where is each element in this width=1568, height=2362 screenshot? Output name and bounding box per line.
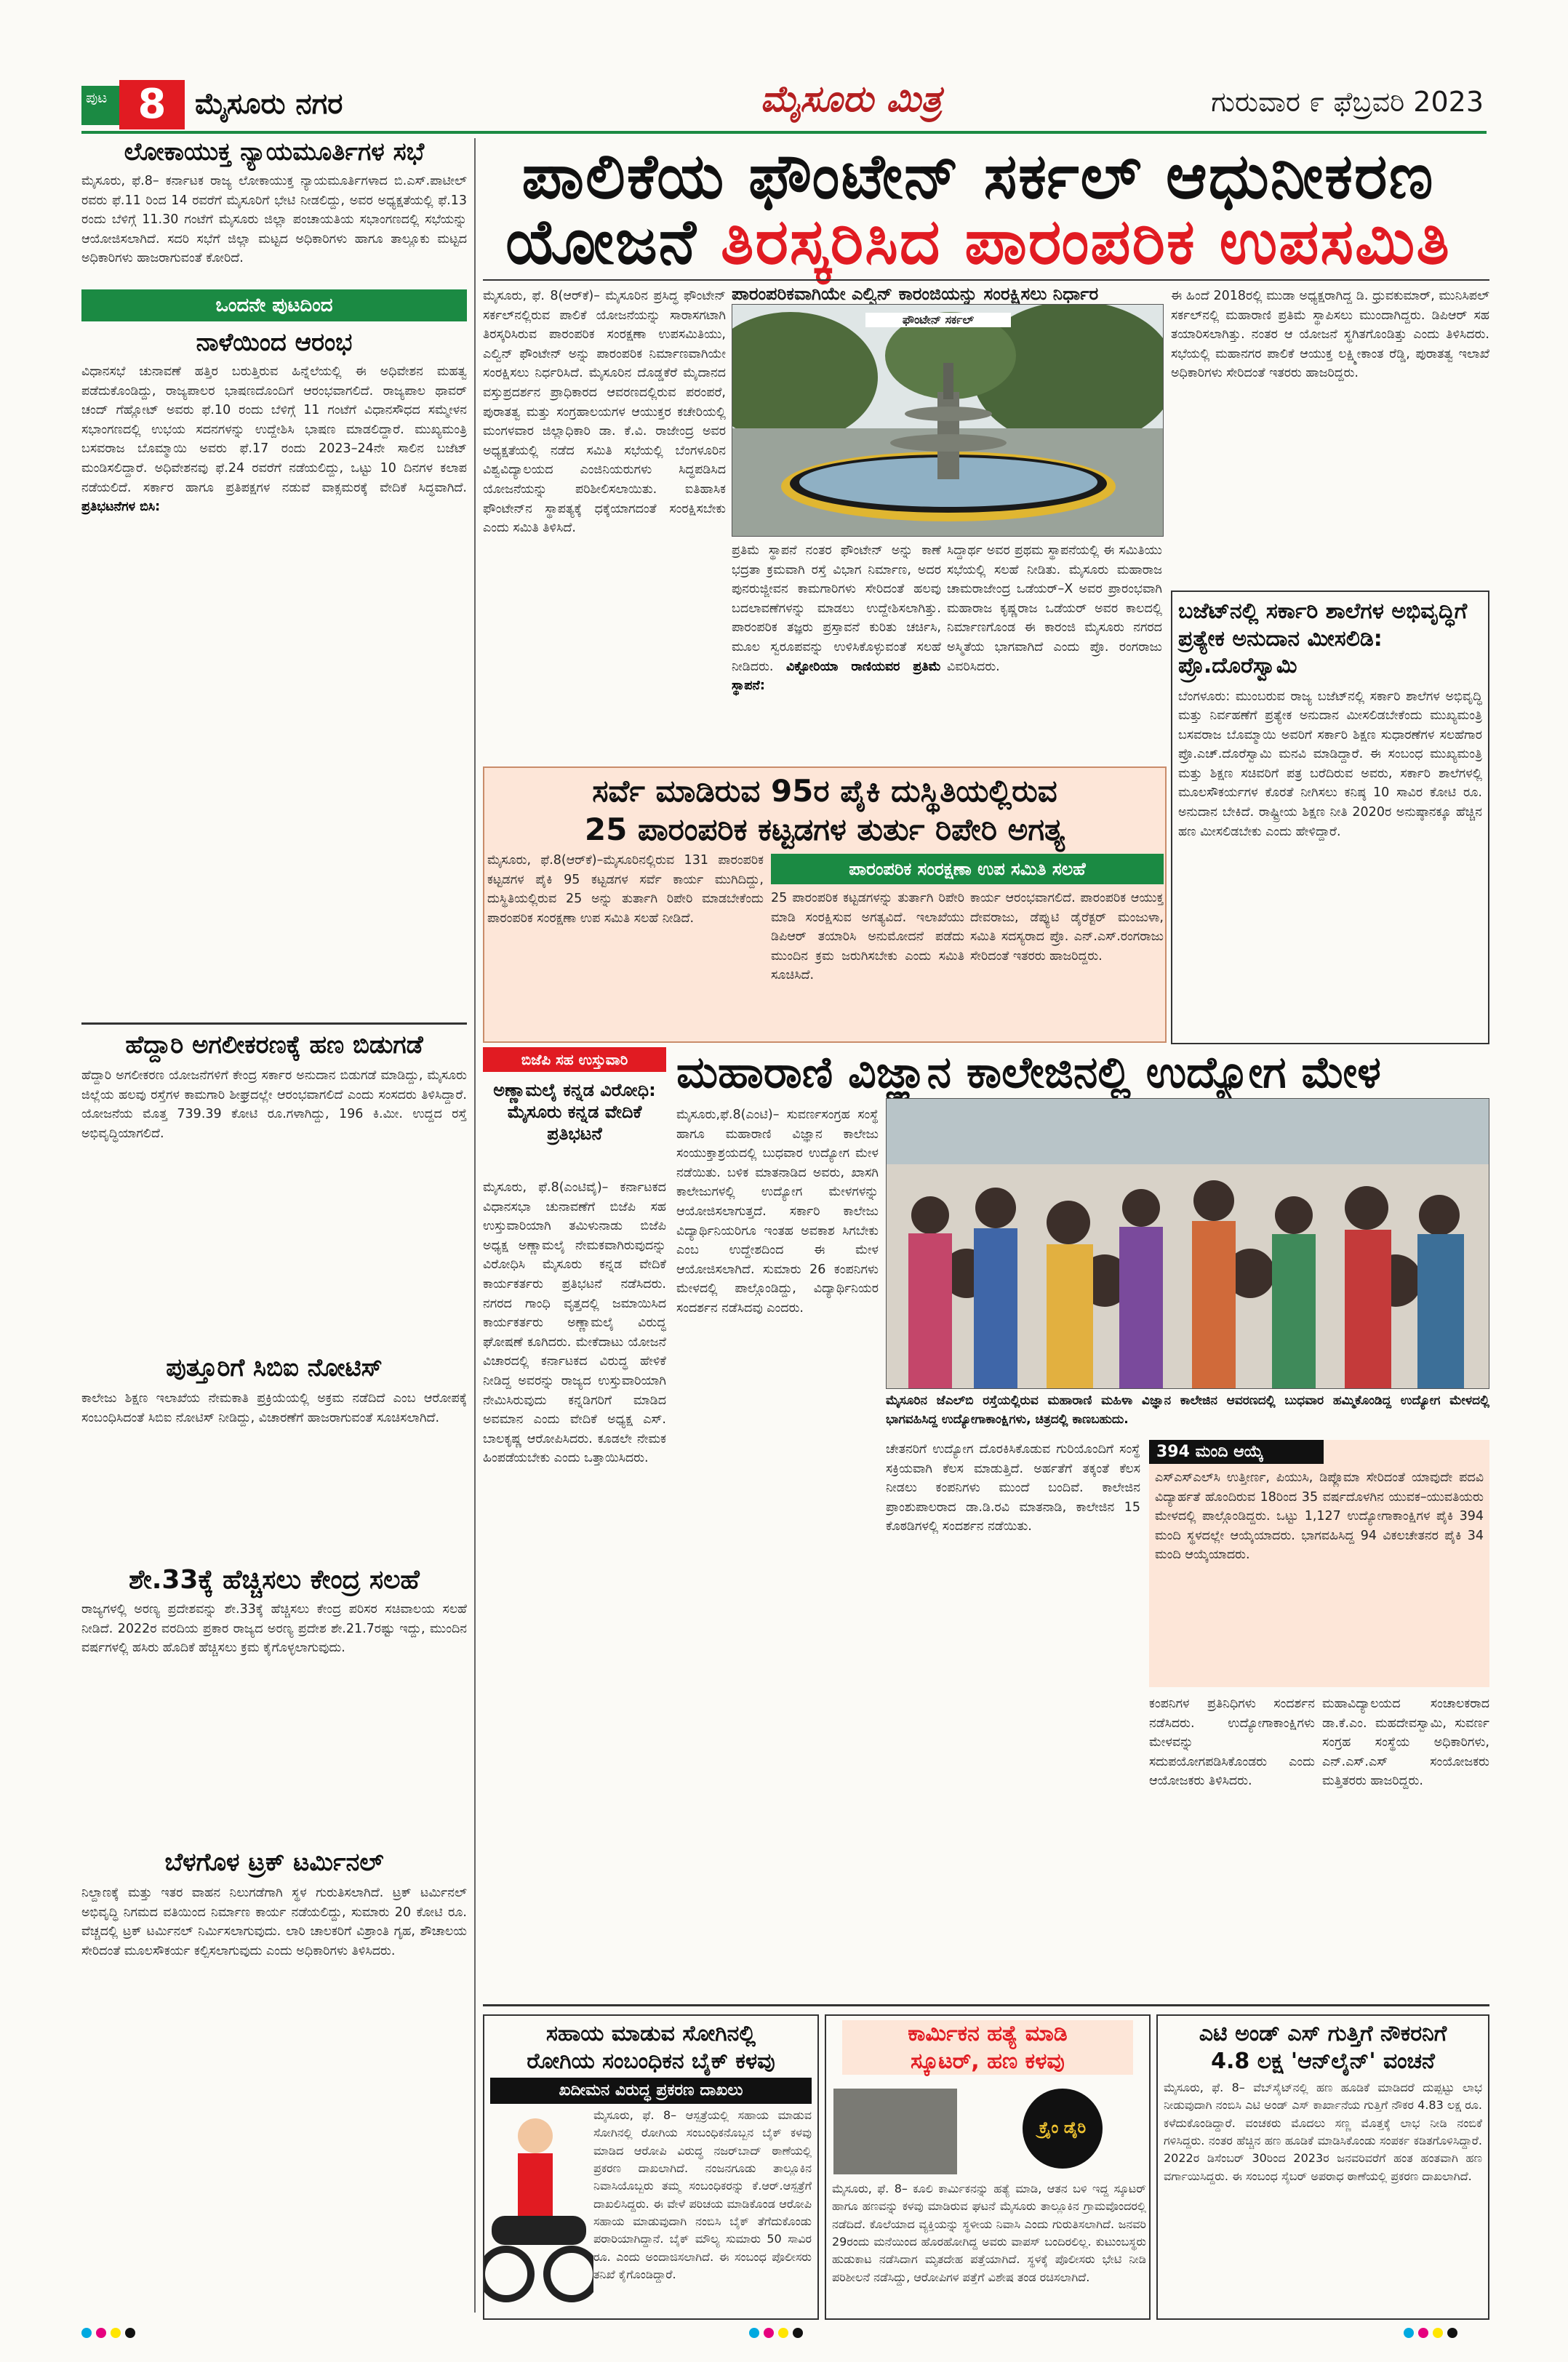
photo-label: ಫೌಂಟೇನ್ ಸರ್ಕಲ್ — [865, 313, 1011, 327]
forest-body: ರಾಜ್ಯಗಳಲ್ಲಿ ಅರಣ್ಯ ಪ್ರದೇಶವನ್ನು ಶೇ.33ಕ್ಕೆ ಹೆಚ್ಚಿಸಲು ಕೇಂದ್ರ ಪರಿಸರ ಸಚಿವಾಲಯ ಸಲಹೆ ನೀಡಿದೆ. 2022ರ ವರದಿಯ ಪ್ರಕಾರ ರಾಜ್ಯದ ಅರಣ್ಯ ಪ್ರದೇಶ ಶೇ.21.7ರಷ್ಟು ಇದ್ದು, ಮುಂದಿನ ವರ್ಷಗಳಲ್ಲಿ ಹಸಿರು ಹೊದಿಕೆ ಹೆಚ್ಚಿಸಲು ಕ್ರಮ ಕೈಗೊಳ್ಳಲಾಗುವುದು. — [81, 1602, 467, 1656]
bjp-body: ಮೈಸೂರು, ಫೆ.8(ಎಂಟಿವೈ)– ಕರ್ನಾಟಕದ ವಿಧಾನಸಭಾ ಚುನಾವಣೆಗೆ ಬಿಜೆಪಿ ಸಹ ಉಸ್ತುವಾರಿಯಾಗಿ ತಮಿಳುನಾಡು ಬಿಜೆಪಿ ಅಧ್ಯಕ್ಷ ಅಣ್ಣಾಮಲೈ ನೇಮಕವಾಗಿರುವುದನ್ನು ವಿರೋಧಿಸಿ ಮೈಸೂರು ಕನ್ನಡ ವೇದಿಕೆ ಕಾರ್ಯಕರ್ತರು ಪ್ರತಿಭಟನೆ ನಡೆಸಿದರು. ನಗರದ ಗಾಂಧಿ ವೃತ್ತದಲ್ಲಿ ಜಮಾಯಿಸಿದ ಕಾರ್ಯಕರ್ತರು ಅಣ್ಣಾಮಲೈ ವಿರುದ್ಧ ಘೋಷಣೆ ಕೂಗಿದರು. ಮೇಕೆದಾಟು ಯೋಜನೆ ವಿಚಾರದಲ್ಲಿ ಕರ್ನಾಟಕದ ವಿರುದ್ಧ ಹೇಳಿಕೆ ನೀಡಿದ್ದ ಅವರನ್ನು ರಾಜ್ಯದ ಉಸ್ತುವಾರಿಯಾಗಿ ನೇಮಿಸಿರುವುದು ಕನ್ನಡಿಗರಿಗೆ ಮಾಡಿದ ಅವಮಾನ ಎಂದು ವೇದಿಕೆ ಅಧ್ಯಕ್ಷ ಎಸ್. ಬಾಲಕೃಷ್ಣ ಆರೋಪಿಸಿದರು. ಕೂಡಲೇ ನೇಮಕ ಹಿಂಪಡೆಯಬೇಕು ಎಂದು ಒತ್ತಾಯಿಸಿದರು. — [483, 1180, 666, 1466]
yellow-dot — [111, 2328, 121, 2338]
magenta-dot — [764, 2328, 774, 2338]
lead-col2-subhead: ವಿಕ್ಟೋರಿಯಾ ರಾಣಿಯವರ ಪ್ರತಿಮೆ ಸ್ಥಾಪನೆ: — [732, 659, 941, 694]
yellow-dot — [778, 2328, 788, 2338]
lead-subhead: ಪಾರಂಪರಿಕವಾಗಿಯೇ ಎಲ್ವಿನ್ ಕಾರಂಜಿಯನ್ನು ಸಂರಕ್ಷಿಸಲು ನಿರ್ಧಾರ — [732, 284, 1099, 304]
fraud-headline-1: ಎಟಿ ಅಂಡ್ ಎಸ್ ಗುತ್ತಿಗೆ ನೌಕರನಿಗೆ — [1199, 2021, 1447, 2046]
scooter-headline-1: ಕಾರ್ಮಿಕನ ಹತ್ಯೆ ಮಾಡಿ — [908, 2021, 1068, 2046]
registration-marks-center — [749, 2327, 807, 2342]
section-title: ಮೈಸೂರು ನಗರ — [195, 87, 343, 121]
fraud-body: ಮೈಸೂರು, ಫೆ. 8– ವೆಬ್‌ಸೈಟ್‌ನಲ್ಲಿ ಹಣ ಹೂಡಿಕೆ ಮಾಡಿದರೆ ದುಪ್ಪಟ್ಟು ಲಾಭ ನೀಡುವುದಾಗಿ ನಂಬಿಸಿ ಎಟಿ ಅಂಡ್ ಎಸ್ ಕಾರ್ಖಾನೆಯ ಗುತ್ತಿಗೆ ನೌಕರ 4.83 ಲಕ್ಷ ರೂ. ಕಳೆದುಕೊಂಡಿದ್ದಾರೆ. ವಂಚಕರು ಮೊದಲು ಸಣ್ಣ ಮೊತ್ತಕ್ಕೆ ಲಾಭ ನೀಡಿ ನಂಬಿಕೆ ಗಳಿಸಿದ್ದರು. ನಂತರ ಹೆಚ್ಚಿನ ಹಣ ಹೂಡಿಕೆ ಮಾಡಿಸಿಕೊಂಡು ಸಂಪರ್ಕ ಕಡಿತಗೊಳಿಸಿದ್ದಾರೆ. 2022ರ ಡಿಸೆಂಬರ್ 30ರಿಂದ 2023ರ ಜನವರಿವರೆಗೆ ಹಂತ ಹಂತವಾಗಿ ಹಣ ವರ್ಗಾಯಿಸಿದ್ದರು. ಈ ಸಂಬಂಧ ಸೈಬರ್ ಅಪರಾಧ ಠಾಣೆಯಲ್ಲಿ ಪ್ರಕರಣ ದಾಖಲಾಗಿದೆ. — [1164, 2081, 1482, 2183]
magenta-dot — [1418, 2328, 1428, 2338]
scooter-headline-2: ಸ್ಕೂಟರ್, ಹಣ ಕಳವು — [911, 2048, 1065, 2074]
black-dot — [1447, 2328, 1457, 2338]
bike-headline-2: ರೋಗಿಯ ಸಂಬಂಧಿಕನ ಬೈಕ್ ಕಳವು — [527, 2048, 775, 2074]
cyan-dot — [749, 2328, 759, 2338]
magenta-dot — [96, 2328, 106, 2338]
survey-col1: ಮೈಸೂರು, ಫೆ.8(ಆರ್‌ಕೆ)–ಮೈಸೂರಿನಲ್ಲಿರುವ 131 ಪಾರಂಪರಿಕ ಕಟ್ಟಡಗಳ ಪೈಕಿ 95 ಕಟ್ಟಡಗಳ ಸರ್ವೆ ಕಾರ್ಯ ಮುಗಿದಿದ್ದು, ದುಸ್ಥಿತಿಯಲ್ಲಿರುವ 25 ಅನ್ನು ತುರ್ತಾಗಿ ರಿಪೇರಿ ಮಾಡಬೇಕೆಂದು ಪಾರಂಪರಿಕ ಸಂರಕ್ಷಣಾ ಉಪ ಸಮಿತಿ ಸಲಹೆ ನೀಡಿದೆ. — [487, 853, 764, 926]
job-fair-col2: ಚೇತನರಿಗೆ ಉದ್ಯೋಗ ದೊರಕಿಸಿಕೊಡುವ ಗುರಿಯೊಂದಿಗೆ ಸಂಸ್ಥೆ ಸಕ್ರಿಯವಾಗಿ ಕೆಲಸ ಮಾಡುತ್ತಿದೆ. ಅರ್ಹತೆಗೆ ತಕ್ಕಂತೆ ಕೆಲಸ ನೀಡಲು ಕಂಪನಿಗಳು ಮುಂದೆ ಬಂದಿವೆ. ಕಾಲೇಜಿನ ಪ್ರಾಂಶುಪಾಲರಾದ ಡಾ.ಡಿ.ರವಿ ಮಾತನಾಡಿ, ಕಾಲೇಜಿನ 15 ಕೊಠಡಿಗಳಲ್ಲಿ ಸಂದರ್ಶನ ನಡೆಯಿತು. — [886, 1442, 1140, 1534]
continued-label: ಒಂದನೇ ಪುಟದಿಂದ — [81, 289, 467, 321]
bjp-headline: ಅಣ್ಣಾಮಲೈ ಕನ್ನಡ ವಿರೋಧಿ: ಮೈಸೂರು ಕನ್ನಡ ವೇದಿಕೆ ಪ್ರತಿಭಟನೆ — [493, 1080, 656, 1144]
lead-col2 — [732, 541, 941, 759]
scooter-head-wrap — [842, 2020, 1133, 2075]
cbi-body: ಕಾಲೇಜು ಶಿಕ್ಷಣ ಇಲಾಖೆಯ ನೇಮಕಾತಿ ಪ್ರಕ್ರಿಯೆಯಲ್ಲಿ ಅಕ್ರಮ ನಡೆದಿದೆ ಎಂಬ ಆರೋಪಕ್ಕೆ ಸಂಬಂಧಿಸಿದಂತೆ ಸಿಬಿಐ ನೋಟಿಸ್ ನೀಡಿದ್ದು, ವಿಚಾರಣೆಗೆ ಹಾಜರಾಗುವಂತೆ ಸೂಚಿಸಲಾಗಿದೆ. — [81, 1391, 467, 1425]
survey-col2: 25 ಪಾರಂಪರಿಕ ಕಟ್ಟಡಗಳನ್ನು ತುರ್ತಾಗಿ ರಿಪೇರಿ ಮಾಡಿ ಸಂರಕ್ಷಿಸುವ ಅಗತ್ಯವಿದೆ. ಇಲಾಖೆಯು ಡಿಪಿಆರ್ ತಯಾರಿಸಿ ಅನುಮೋದನೆ ಪಡೆದು ಮುಂದಿನ ಕ್ರಮ ಜರುಗಿಸಬೇಕು ಎಂದು ಸಮಿತಿ ಸೂಚಿಸಿದೆ. — [771, 891, 964, 983]
lead-col4: ಈ ಹಿಂದೆ 2018ರಲ್ಲಿ ಮುಡಾ ಅಧ್ಯಕ್ಷರಾಗಿದ್ದ ಡಿ. ಧ್ರುವಕುಮಾರ್, ಮುನಿಸಿಪಲ್ ಸರ್ಕಲ್‌ನಲ್ಲಿ ಮಹಾರಾಣಿ ಪ್ರತಿಮೆ ಸ್ಥಾಪಿಸಲು ಮುಂದಾಗಿದ್ದರು. ಡಿಪಿಆರ್ ಸಹ ತಯಾರಿಸಲಾಗಿತ್ತು. ನಂತರ ಆ ಯೋಜನೆ ಸ್ಥಗಿತಗೊಂಡಿತ್ತು ಎಂದು ತಿಳಿಸಿದರು. ಸಭೆಯಲ್ಲಿ ಮಹಾನಗರ ಪಾಲಿಕೆ ಆಯುಕ್ತ ಲಕ್ಷ್ಮೀಕಾಂತ ರೆಡ್ಡಿ, ಪುರಾತತ್ವ ಇಲಾಖೆ ಅಧಿಕಾರಿಗಳು ಸೇರಿದಂತೆ ಇತರರು ಹಾಜರಿದ್ದರು. — [1171, 289, 1489, 381]
job-fair-photo — [886, 1098, 1489, 1389]
fountain-photo — [732, 304, 1164, 537]
forest-headline: ಶೇ.33ಕ್ಕೆ ಹೆಚ್ಚಿಸಲು ಕೇಂದ್ರ ಸಲಹೆ — [129, 1565, 420, 1595]
session-headline: ನಾಳೆಯಿಂದ ಆರಂಭ — [196, 328, 353, 357]
divider — [483, 2004, 1489, 2006]
newspaper-logo: ಮೈಸೂರು ಮಿತ್ರ — [760, 77, 942, 120]
thief-illustration — [484, 2107, 593, 2318]
session-body — [81, 362, 467, 769]
lead-headline-line1: ಪಾಲಿಕೆಯ ಫೌಂಟೇನ್ ಸರ್ಕಲ್ ಆಧುನೀಕರಣ — [521, 140, 1435, 213]
session-text: ವಿಧಾನಸಭೆ ಚುನಾವಣೆ ಹತ್ತಿರ ಬರುತ್ತಿರುವ ಹಿನ್ನೆಲೆಯಲ್ಲಿ ಈ ಅಧಿವೇಶನ ಮಹತ್ವ ಪಡೆದುಕೊಂಡಿದ್ದು, ರಾಜ್ಯಪಾಲರ ಭಾಷಣದೊಂದಿಗೆ ಆರಂಭವಾಗಲಿದೆ. ರಾಜ್ಯಪಾಲ ಥಾವರ್ ಚಂದ್ ಗೆಹ್ಲೋಟ್ ಅವರು ಫೆ.10 ರಂದು ಬೆಳಿಗ್ಗೆ 11 ಗಂಟೆಗೆ ವಿಧಾನಸೌಧದ ಸಮ್ಮೇಳನ ಸಭಾಂಗಣದಲ್ಲಿ ಉಭಯ ಸದನಗಳನ್ನು ಉದ್ದೇಶಿಸಿ ಭಾಷಣ ಮಾಡಲಿದ್ದಾರೆ. ಮುಖ್ಯಮಂತ್ರಿ ಬಸವರಾಜ ಬೊಮ್ಮಾಯಿ ಅವರು ಫೆ.17 ರಂದು 2023–24ನೇ ಸಾಲಿನ ಬಜೆಟ್ ಮಂಡಿಸಲಿದ್ದಾರೆ. ಅಧಿವೇಶನವು ಫೆ.24 ರವರೆಗೆ ನಡೆಯಲಿದ್ದು, ಒಟ್ಟು 10 ದಿನಗಳ ಕಲಾಪ ನಡೆಯಲಿದೆ. ಸರ್ಕಾರ ಹಾಗೂ ಪ್ರತಿಪಕ್ಷಗಳ ನಡುವೆ ವಾಕ್ಸಮರಕ್ಕೆ ವೇದಿಕೆ ಸಿದ್ಧವಾಗಿದೆ. — [81, 364, 467, 495]
truck-terminal-body: ನಿಲ್ದಾಣಕ್ಕೆ ಮತ್ತು ಇತರ ವಾಹನ ನಿಲುಗಡೆಗಾಗಿ ಸ್ಥಳ ಗುರುತಿಸಲಾಗಿದೆ. ಟ್ರಕ್ ಟರ್ಮಿನಲ್ ಅಭಿವೃದ್ಧಿ ನಿಗಮದ ವತಿಯಿಂದ ನಿರ್ಮಾಣ ಕಾರ್ಯ ನಡೆಯಲಿದ್ದು, ಸುಮಾರು 20 ಕೋಟಿ ರೂ. ವೆಚ್ಚದಲ್ಲಿ ಟ್ರಕ್ ಟರ್ಮಿನಲ್ ನಿರ್ಮಿಸಲಾಗುವುದು. ಲಾರಿ ಚಾಲಕರಿಗೆ ವಿಶ್ರಾಂತಿ ಗೃಹ, ಶೌಚಾಲಯ ಸೇರಿದಂತೆ ಮೂಲಸೌಕರ್ಯ ಕಲ್ಪಿಸಲಾಗುವುದು ಎಂದು ಅಧಿಕಾರಿಗಳು ತಿಳಿಸಿದರು. — [81, 1886, 467, 1958]
cyan-dot — [81, 2328, 92, 2338]
issue-date: ಗುರುವಾರ ೯ ಫೆಬ್ರವರಿ 2023 — [1211, 86, 1484, 118]
masthead-rule — [81, 131, 1487, 134]
lokayukta-body: ಮೈಸೂರು, ಫೆ.8– ಕರ್ನಾಟಕ ರಾಜ್ಯ ಲೋಕಾಯುಕ್ತ ನ್ಯಾಯಮೂರ್ತಿಗಳಾದ ಬಿ.ಎಸ್.ಪಾಟೀಲ್ ರವರು ಫೆ.11 ರಿಂದ 14 ರವರೆಗೆ ಮೈಸೂರಿಗೆ ಭೇಟಿ ನೀಡಲಿದ್ದು, ಅವರ ಅಧ್ಯಕ್ಷತೆಯಲ್ಲಿ ಫೆ.13 ರಂದು ಬೆಳಿಗ್ಗೆ 11.30 ಗಂಟೆಗೆ ಮೈಸೂರು ಜಿಲ್ಲಾ ಪಂಚಾಯತಿಯ ಸಭಾಂಗಣದಲ್ಲಿ ಸಭೆಯನ್ನು ಆಯೋಜಿಸಲಾಗಿದೆ. ಸದರಿ ಸಭೆಗೆ ಜಿಲ್ಲಾ ಮಟ್ಟದ ಅಧಿಕಾರಿಗಳು ಹಾಗೂ ತಾಲ್ಲೂಕು ಮಟ್ಟದ ಅಧಿಕಾರಿಗಳು ಹಾಜರಾಗುವಂತೆ ಕೋರಿದೆ. — [81, 174, 467, 266]
budget-story — [1171, 590, 1489, 1044]
job-fair-col1: ಮೈಸೂರು,ಫೆ.8(ಎಂಟಿ)– ಸುವರ್ಣಸಂಗ್ರಹ ಸಂಸ್ಥೆ ಹಾಗೂ ಮಹಾರಾಣಿ ವಿಜ್ಞಾನ ಕಾಲೇಜು ಸಂಯುಕ್ತಾಶ್ರಯದಲ್ಲಿ ಬುಧವಾರ ಉದ್ಯೋಗ ಮೇಳ ನಡೆಯಿತು. ಬಳಿಕ ಮಾತನಾಡಿದ ಅವರು, ಖಾಸಗಿ ಕಾಲೇಜುಗಳಲ್ಲಿ ಉದ್ಯೋಗ ಮೇಳಗಳನ್ನು ಆಯೋಜಿಸಲಾಗುತ್ತದೆ. ಸರ್ಕಾರಿ ಕಾಲೇಜು ವಿದ್ಯಾರ್ಥಿನಿಯರಿಗೂ ಇಂತಹ ಅವಕಾಶ ಸಿಗಬೇಕು ಎಂಬ ಉದ್ದೇಶದಿಂದ ಈ ಮೇಳ ಆಯೋಜಿಸಲಾಗಿದೆ. ಸುಮಾರು 26 ಕಂಪನಿಗಳು ಮೇಳದಲ್ಲಿ ಪಾಲ್ಗೊಂಡಿದ್ದು, ವಿದ್ಯಾರ್ಥಿನಿಯರ ಸಂದರ್ಶನ ನಡೆಸಿದವು ಎಂದರು. — [676, 1108, 879, 1316]
selected-box — [1149, 1440, 1489, 1687]
crime-diary-badge: ಕ್ರೈಂ ಡೈರಿ — [1023, 2089, 1103, 2169]
page-number: 8 — [119, 80, 185, 129]
scooter-photo — [833, 2089, 957, 2174]
selected-body: ಎಸ್‌ಎಸ್‌ಎಲ್‌ಸಿ ಉತ್ತೀರ್ಣ, ಪಿಯುಸಿ, ಡಿಪ್ಲೊಮಾ ಸೇರಿದಂತೆ ಯಾವುದೇ ಪದವಿ ವಿದ್ಯಾರ್ಹತೆ ಹೊಂದಿರುವ 18ರಿಂದ 35 ವರ್ಷದೊಳಗಿನ ಯುವಕ–ಯುವತಿಯರು ಮೇಳದಲ್ಲಿ ಪಾಲ್ಗೊಂಡಿದ್ದರು. ಒಟ್ಟು 1,127 ಉದ್ಯೋಗಾಕಾಂಕ್ಷಿಗಳ ಪೈಕಿ 394 ಮಂದಿ ಸ್ಥಳದಲ್ಲೇ ಆಯ್ಕೆಯಾದರು. ಭಾಗವಹಿಸಿದ್ದ 94 ವಿಕಲಚೇತನರ ಪೈಕಿ 34 ಮಂದಿ ಆಯ್ಕೆಯಾದರು. — [1155, 1470, 1484, 1563]
bike-theft-story — [483, 2014, 819, 2320]
job-fair-col5: ಮಹಾವಿದ್ಯಾಲಯದ ಸಂಚಾಲಕರಾದ ಡಾ.ಕೆ.ಎಂ. ಮಹದೇವಸ್ವಾಮಿ, ಸುವರ್ಣ ಸಂಗ್ರಹ ಸಂಸ್ಥೆಯ ಅಧಿಕಾರಿಗಳು, ಎನ್.ಎಸ್.ಎಸ್ ಸಂಯೋಜಕರು ಮತ್ತಿತರರು ಹಾಜರಿದ್ದರು. — [1322, 1697, 1489, 1789]
lead-headline-line2 — [465, 208, 1491, 277]
survey-headline-2: 25 ಪಾರಂಪರಿಕ ಕಟ್ಟಡಗಳ ತುರ್ತು ರಿಪೇರಿ ಅಗತ್ಯ — [584, 811, 1065, 847]
registration-marks-left — [81, 2327, 140, 2342]
lead-col2-text: ಪ್ರತಿಮೆ ಸ್ಥಾಪನೆ ನಂತರ ಫೌಂಟೇನ್ ಅನ್ನು ಕಾಣೆ ಭದ್ರತಾ ಕ್ರಮವಾಗಿ ರಸ್ತೆ ವಿಭಾಗ ನಿರ್ಮಾಣ, ಅದರ ಪುನರುಜ್ಜೀವನ ಕಾಮಗಾರಿಗಳು ಸೇರಿದಂತೆ ಹಲವು ಬದಲಾವಣೆಗಳನ್ನು ಮಾಡಲು ಉದ್ದೇಶಿಸಲಾಗಿತ್ತು. ಪಾರಂಪರಿಕ ತಜ್ಞರು ಪ್ರಸ್ತಾವನೆ ಕುರಿತು ಚರ್ಚಿಸಿ, ಮೂಲ ಸ್ವರೂಪವನ್ನು ಉಳಿಸಿಕೊಳ್ಳುವಂತೆ ಸಲಹೆ ನೀಡಿದರು. — [732, 543, 941, 674]
cyan-dot — [1404, 2328, 1414, 2338]
lead-col1: ಮೈಸೂರು, ಫೆ. 8(ಆರ್‌ಕೆ)– ಮೈಸೂರಿನ ಪ್ರಸಿದ್ಧ ಫೌಂಟೇನ್ ಸರ್ಕಲ್‌ನಲ್ಲಿರುವ ಪಾಲಿಕೆ ಯೋಜನೆಯನ್ನು ಸಾರಾಸಗಟಾಗಿ ತಿರಸ್ಕರಿಸಿರುವ ಪಾರಂಪರಿಕ ಸಂರಕ್ಷಣಾ ಉಪಸಮಿತಿಯು, ಎಲ್ವಿನ್ ಫೌಂಟೇನ್ ಅನ್ನು ಪಾರಂಪರಿಕ ನಿರ್ಮಾಣವಾಗಿಯೇ ಸಂರಕ್ಷಿಸಲು ನಿರ್ಧರಿಸಿದೆ. ಮೈಸೂರಿನ ದೊಡ್ಡಕೆರೆ ಮೈದಾನದ ವಸ್ತುಪ್ರದರ್ಶನ ಪ್ರಾಧಿಕಾರದ ಆವರಣದಲ್ಲಿರುವ ಪರಂಪರೆ, ಪುರಾತತ್ವ ಮತ್ತು ಸಂಗ್ರಹಾಲಯಗಳ ಆಯುಕ್ತರ ಕಚೇರಿಯಲ್ಲಿ ಮಂಗಳವಾರ ಜಿಲ್ಲಾಧಿಕಾರಿ ಡಾ. ಕೆ.ವಿ. ರಾಜೇಂದ್ರ ಅವರ ಅಧ್ಯಕ್ಷತೆಯಲ್ಲಿ ನಡೆದ ಸಮಿತಿ ಸಭೆಯಲ್ಲಿ ಬೆಂಗಳೂರಿನ ವಿಶ್ವವಿದ್ಯಾಲಯದ ಎಂಜಿನಿಯರುಗಳು ಸಿದ್ಧಪಡಿಸಿದ ಯೋಜನೆಯನ್ನು ಪರಿಶೀಲಿಸಲಾಯಿತು. ಐತಿಹಾಸಿಕ ಫೌಂಟೇನ್‌ನ ಸ್ಥಾಪತ್ಯಕ್ಕೆ ಧಕ್ಕೆಯಾಗದಂತೆ ಸಂರಕ್ಷಿಸಬೇಕು ಎಂದು ಸಮಿತಿ ತಿಳಿಸಿದೆ. — [483, 289, 726, 536]
lead-headline-red: ತಿರಸ್ಕರಿಸಿದ ಪಾರಂಪರಿಕ ಉಪಸಮಿತಿ — [720, 206, 1451, 279]
job-fair-headline: ಮಹಾರಾಣಿ ವಿಜ್ಞಾನ ಕಾಲೇಜಿನಲ್ಲಿ ಉದ್ಯೋಗ ಮೇಳ — [676, 1047, 1381, 1098]
bike-headline-1: ಸಹಾಯ ಮಾಡುವ ಸೋಗಿನಲ್ಲಿ — [545, 2021, 756, 2046]
budget-body: ಬೆಂಗಳೂರು: ಮುಂಬರುವ ರಾಜ್ಯ ಬಜೆಟ್‌ನಲ್ಲಿ ಸರ್ಕಾರಿ ಶಾಲೆಗಳ ಅಭಿವೃದ್ಧಿ ಮತ್ತು ನಿರ್ವಹಣೆಗೆ ಪ್ರತ್ಯೇಕ ಅನುದಾನ ಮೀಸಲಿಡಬೇಕೆಂದು ಮುಖ್ಯಮಂತ್ರಿ ಬಸವರಾಜ ಬೊಮ್ಮಾಯಿ ಅವರಿಗೆ ಸರ್ಕಾರಿ ಶಿಕ್ಷಣ ಸುಧಾರಣೆಗಳ ಸಲಹೆಗಾರ ಪ್ರೊ.ಎಚ್.ದೊರೆಸ್ವಾಮಿ ಮನವಿ ಮಾಡಿದ್ದಾರೆ. ಈ ಸಂಬಂಧ ಮುಖ್ಯಮಂತ್ರಿ ಮತ್ತು ಶಿಕ್ಷಣ ಸಚಿವರಿಗೆ ಪತ್ರ ಬರೆದಿರುವ ಅವರು, ಸರ್ಕಾರಿ ಶಾಲೆಗಳಲ್ಲಿ ಮೂಲಸೌಕರ್ಯಗಳ ಕೊರತೆ ನೀಗಿಸಲು ಕನಿಷ್ಠ 10 ಸಾವಿರ ಕೋಟಿ ರೂ. ಅನುದಾನ ಬೇಕಿದೆ. ರಾಷ್ಟ್ರೀಯ ಶಿಕ್ಷಣ ನೀತಿ 2020ರ ಅನುಷ್ಠಾನಕ್ಕೂ ಹೆಚ್ಚಿನ ಹಣ ಮೀಸಲಿಡಬೇಕು ಎಂದು ಹೇಳಿದ್ದಾರೆ. — [1178, 689, 1482, 839]
lead-headline-black: ಯೋಜನೆ — [505, 206, 697, 279]
column-divider — [474, 138, 476, 2313]
scooter-body: ಮೈಸೂರು, ಫೆ. 8– ಕೂಲಿ ಕಾರ್ಮಿಕನನ್ನು ಹತ್ಯೆ ಮಾಡಿ, ಆತನ ಬಳಿ ಇದ್ದ ಸ್ಕೂಟರ್ ಹಾಗೂ ಹಣವನ್ನು ಕಳವು ಮಾಡಿರುವ ಘಟನೆ ಮೈಸೂರು ತಾಲ್ಲೂಕಿನ ಗ್ರಾಮವೊಂದರಲ್ಲಿ ನಡೆದಿದೆ. ಕೊಲೆಯಾದ ವ್ಯಕ್ತಿಯನ್ನು ಸ್ಥಳೀಯ ನಿವಾಸಿ ಎಂದು ಗುರುತಿಸಲಾಗಿದೆ. ಜನವರಿ 29ರಂದು ಮನೆಯಿಂದ ಹೊರಹೋಗಿದ್ದ ಅವರು ವಾಪಸ್ ಬಂದಿರಲಿಲ್ಲ. ಕುಟುಂಬಸ್ಥರು ಹುಡುಕಾಟ ನಡೆಸಿದಾಗ ಮೃತದೇಹ ಪತ್ತೆಯಾಗಿದೆ. ಸ್ಥಳಕ್ಕೆ ಪೊಲೀಸರು ಭೇಟಿ ನೀಡಿ ಪರಿಶೀಲನೆ ನಡೆಸಿದ್ದು, ಆರೋಪಿಗಳ ಪತ್ತೆಗೆ ವಿಶೇಷ ತಂಡ ರಚಿಸಲಾಗಿದೆ. — [832, 2182, 1146, 2284]
divider — [81, 1022, 467, 1025]
selected-tag: 394 ಮಂದಿ ಆಯ್ಕೆ — [1149, 1440, 1324, 1464]
job-fair-caption: ಮೈಸೂರಿನ ಜೆಎಲ್‌ಬಿ ರಸ್ತೆಯಲ್ಲಿರುವ ಮಹಾರಾಣಿ ಮಹಿಳಾ ವಿಜ್ಞಾನ ಕಾಲೇಜಿನ ಆವರಣದಲ್ಲಿ ಬುಧವಾರ ಹಮ್ಮಿಕೊಂಡಿದ್ದ ಉದ್ಯೋಗ ಮೇಳದಲ್ಲಿ ಭಾಗವಹಿಸಿದ್ದ ಉದ್ಯೋಗಾಕಾಂಕ್ಷಿಗಳು, ಚಿತ್ರದಲ್ಲಿ ಕಾಣಬಹುದು. — [886, 1393, 1489, 1427]
truck-terminal-headline: ಬೆಳಗೊಳ ಟ್ರಕ್ ಟರ್ಮಿನಲ್ — [164, 1848, 384, 1877]
online-fraud-story — [1156, 2014, 1489, 2320]
survey-headline-1: ಸರ್ವೆ ಮಾಡಿರುವ 95ರ ಪೈಕಿ ದುಸ್ಥಿತಿಯಲ್ಲಿರುವ — [592, 773, 1057, 809]
page-label: ಪುಟ — [81, 86, 119, 125]
bike-body: ಮೈಸೂರು, ಫೆ. 8– ಆಸ್ಪತ್ರೆಯಲ್ಲಿ ಸಹಾಯ ಮಾಡುವ ಸೋಗಿನಲ್ಲಿ ರೋಗಿಯ ಸಂಬಂಧಿಕನೊಬ್ಬನ ಬೈಕ್ ಕಳವು ಮಾಡಿದ ಆರೋಪಿ ವಿರುದ್ಧ ನಜರ್‌ಬಾದ್ ಠಾಣೆಯಲ್ಲಿ ಪ್ರಕರಣ ದಾಖಲಾಗಿದೆ. ನಂಜನಗೂಡು ತಾಲ್ಲೂಕಿನ ನಿವಾಸಿಯೊಬ್ಬರು ತಮ್ಮ ಸಂಬಂಧಿಕರನ್ನು ಕೆ.ಆರ್.ಆಸ್ಪತ್ರೆಗೆ ದಾಖಲಿಸಿದ್ದರು. ಈ ವೇಳೆ ಪರಿಚಯ ಮಾಡಿಕೊಂಡ ಆರೋಪಿ ಸಹಾಯ ಮಾಡುವುದಾಗಿ ನಂಬಿಸಿ ಬೈಕ್ ತೆಗೆದುಕೊಂಡು ಪರಾರಿಯಾಗಿದ್ದಾನೆ. ಬೈಕ್ ಮೌಲ್ಯ ಸುಮಾರು 50 ಸಾವಿರ ರೂ. ಎಂದು ಅಂದಾಜಿಸಲಾಗಿದೆ. ಈ ಸಂಬಂಧ ಪೊಲೀಸರು ತನಿಖೆ ಕೈಗೊಂಡಿದ್ದಾರೆ. — [593, 2108, 812, 2281]
highway-body: ಹೆದ್ದಾರಿ ಅಗಲೀಕರಣ ಯೋಜನೆಗಳಿಗೆ ಕೇಂದ್ರ ಸರ್ಕಾರ ಅನುದಾನ ಬಿಡುಗಡೆ ಮಾಡಿದ್ದು, ಮೈಸೂರು ಜಿಲ್ಲೆಯ ಹಲವು ರಸ್ತೆಗಳ ಕಾಮಗಾರಿ ಶೀಘ್ರದಲ್ಲೇ ಆರಂಭವಾಗಲಿದೆ ಎಂದು ಸಂಸದರು ತಿಳಿಸಿದ್ದಾರೆ. ಯೋಜನೆಯ ಮೊತ್ತ 739.39 ಕೋಟಿ ರೂ.ಗಳಾಗಿದ್ದು, 196 ಕಿ.ಮೀ. ಉದ್ದದ ರಸ್ತೆ ಅಭಿವೃದ್ಧಿಯಾಗಲಿದೆ. — [81, 1068, 467, 1141]
yellow-dot — [1433, 2328, 1443, 2338]
survey-tag: ಪಾರಂಪರಿಕ ಸಂರಕ್ಷಣಾ ಉಪ ಸಮಿತಿ ಸಲಹೆ — [771, 854, 1164, 884]
scooter-story — [825, 2014, 1151, 2320]
black-dot — [125, 2328, 135, 2338]
lokayukta-headline: ಲೋಕಾಯುಕ್ತ ನ್ಯಾಯಮೂರ್ತಿಗಳ ಸಭೆ — [124, 137, 425, 167]
divider — [483, 279, 1489, 281]
survey-col3: ಕಾರ್ಯ ಆರಂಭವಾಗಲಿದೆ. ಪಾರಂಪರಿಕ ಆಯುಕ್ತ ದೇವರಾಜು, ಡೆಪ್ಯುಟಿ ಡೈರೆಕ್ಟರ್ ಮಂಜುಳಾ, ಸಮಿತಿ ಸದಸ್ಯರಾದ ಪ್ರೊ. ಎನ್.ಎಸ್.ರಂಗರಾಜು ಸೇರಿದಂತೆ ಇತರರು ಹಾಜರಿದ್ದರು. — [970, 891, 1164, 964]
cbi-headline: ಪುತ್ತೂರಿಗೆ ಸಿಬಿಐ ನೋಟಿಸ್ — [166, 1353, 383, 1382]
budget-headline: ಬಜೆಟ್‌ನಲ್ಲಿ ಸರ್ಕಾರಿ ಶಾಲೆಗಳ ಅಭಿವೃದ್ಧಿಗೆ ಪ್ರತ್ಯೇಕ ಅನುದಾನ ಮೀಸಲಿಡಿ: ಪ್ರೊ.ದೊರೆಸ್ವಾಮಿ — [1178, 598, 1468, 678]
job-fair-col4: ಕಂಪನಿಗಳ ಪ್ರತಿನಿಧಿಗಳು ಸಂದರ್ಶನ ನಡೆಸಿದರು. ಉದ್ಯೋಗಾಕಾಂಕ್ಷಿಗಳು ಮೇಳವನ್ನು ಸದುಪಯೋಗಪಡಿಸಿಕೊಂಡರು ಎಂದು ಆಯೋಜಕರು ತಿಳಿಸಿದರು. — [1149, 1697, 1315, 1789]
bjp-tag: ಬಿಜೆಪಿ ಸಹ ಉಸ್ತುವಾರಿ — [483, 1047, 666, 1072]
lead-col3: ಸಿದ್ದಾರ್ಥ ಅವರ ಪ್ರಥಮ ಸ್ಥಾಪನೆಯಲ್ಲಿ ಈ ಸಮಿತಿಯು ಸಭೆಯಲ್ಲಿ ಸಲಹೆ ನೀಡಿತು. ಮೈಸೂರು ಮಹಾರಾಜ ಚಾಮರಾಜೇಂದ್ರ ಒಡೆಯರ್–X ಅವರ ಪ್ರಾರಂಭವಾಗಿ ಮಹಾರಾಜ ಕೃಷ್ಣರಾಜ ಒಡೆಯರ್ ಅವರ ಕಾಲದಲ್ಲಿ ನಿರ್ಮಾಣಗೊಂಡ ಈ ಕಾರಂಜಿ ಮೈಸೂರು ನಗರದ ಅಸ್ಮಿತೆಯ ಭಾಗವಾಗಿದೆ ಎಂದು ಪ್ರೊ. ರಂಗರಾಜು ವಿವರಿಸಿದರು. — [947, 543, 1162, 674]
registration-marks-right — [1404, 2327, 1462, 2342]
black-dot — [793, 2328, 803, 2338]
bike-bar: ಖದೀಮನ ವಿರುದ್ಧ ಪ್ರಕರಣ ದಾಖಲು — [490, 2078, 812, 2104]
fraud-headline-2: 4.8 ಲಕ್ಷ 'ಆನ್‌ಲೈನ್' ವಂಚನೆ — [1211, 2048, 1435, 2074]
session-subhead: ಪ್ರತಿಭಟನೆಗಳ ಬಿಸಿ: — [81, 500, 161, 515]
highway-headline: ಹೆದ್ದಾರಿ ಅಗಲೀಕರಣಕ್ಕೆ ಹಣ ಬಿಡುಗಡೆ — [125, 1030, 423, 1060]
